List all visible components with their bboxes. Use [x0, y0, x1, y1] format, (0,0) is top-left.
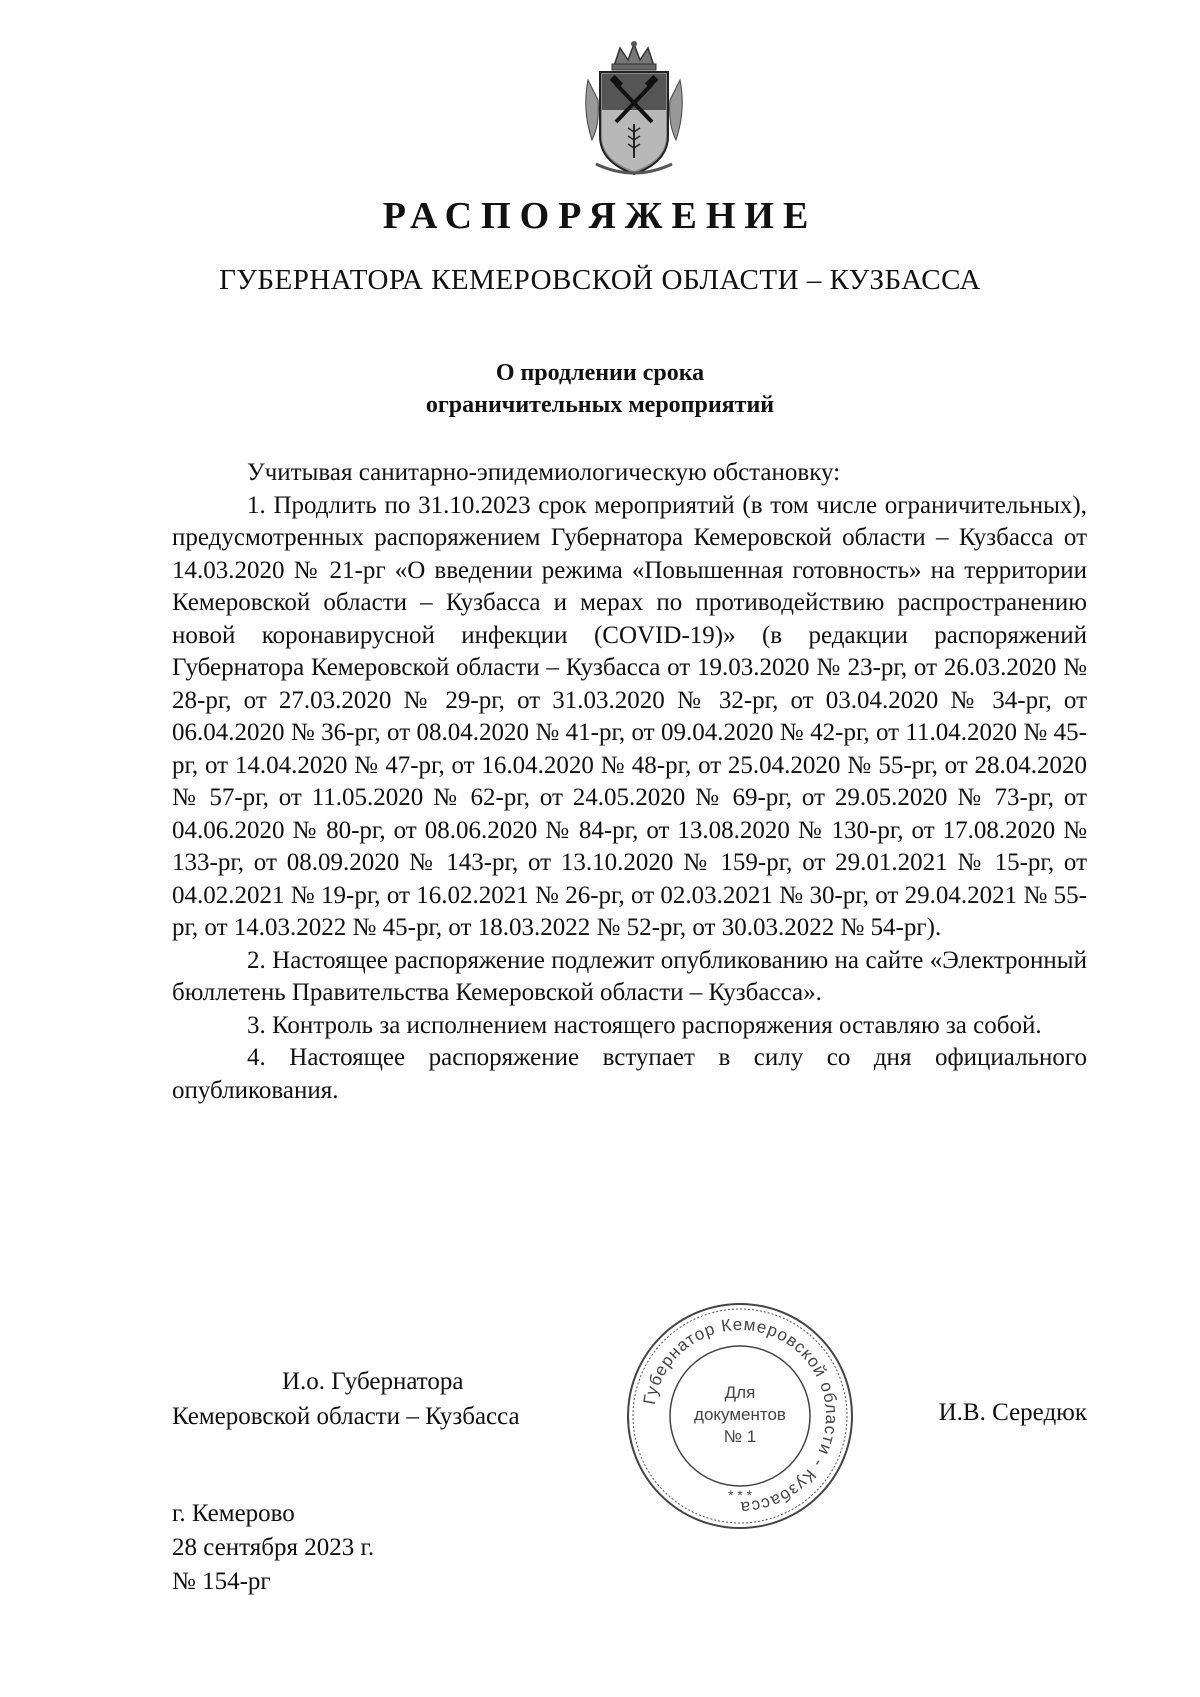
- document-subject: [0, 357, 1200, 421]
- document-title: РАСПОРЯЖЕНИЕ: [382, 195, 818, 237]
- item-2-paragraph: 2. Настоящее распоряжение подлежит опубликованию на сайте «Электронный бюллетень Правительства Кемеровской области – Кузбасса».: [172, 946, 1087, 1006]
- document-footer: [172, 1497, 374, 1599]
- seal-center-line-1: Для: [724, 1383, 756, 1402]
- footer-number: № 154-рг: [172, 1568, 271, 1595]
- seal-ring-text: Губернатор Кемеровской области - Кузбасса: [639, 1314, 842, 1518]
- signatory-position-line-1: И.о. Губернатора: [282, 1368, 464, 1395]
- footer-city: г. Кемерово: [172, 1500, 295, 1527]
- coat-of-arms-emblem: [578, 40, 690, 178]
- document-body: [172, 457, 1087, 1107]
- item-3-paragraph: 3. Контроль за исполнением настоящего распоряжения оставляю за собой.: [247, 1011, 1042, 1039]
- item-1-paragraph: 1. Продлить по 31.10.2023 срок мероприятий (в том числе ограничительных), предусмотренных распоряжением Губернатора Кемеровской области – Кузбасса от 14.03.2020 № 21-рг «О введении режима «Повышенная готовность» на территории Кемеровской области – Кузбасса и мерах по противодействию распространению новой коронавирусной инфекции (COVID-19)» (в редакции распоряжений Губернатора Кемеровской области – Кузбасса от 19.03.2020 № 23-рг, от 26.03.2020 № 28-рг, от 27.03.2020 № 29-рг, от 31.03.2020 № 32-рг, от 03.04.2020 № 34-рг, от 06.04.2020 № 36-рг, от 08.04.2020 № 41-рг, от 09.04.2020 № 42-рг, от 11.04.2020 № 45-рг, от 14.04.2020 № 47-рг, от 16.04.2020 № 48-рг, от 25.04.2020 № 55-рг, от 28.04.2020 № 57-рг, от 11.05.2020 № 62-рг, от 24.05.2020 № 69-рг, от 29.05.2020 № 73-рг, от 04.06.2020 № 80-рг, от 08.06.2020 № 84-рг, от 13.08.2020 № 130-рг, от 17.08.2020 № 133-рг, от 08.09.2020 № 143-рг, от 13.10.2020 № 159-рг, от 29.01.2021 № 15-рг, от 04.02.2021 № 19-рг, от 16.02.2021 № 26-рг, от 02.03.2021 № 30-рг, от 29.04.2021 № 55-рг, от 14.03.2022 № 45-рг, от 18.03.2022 № 52-рг, от 30.03.2022 № 54-рг).: [172, 491, 1087, 941]
- subject-line-1: О продлении срока: [495, 360, 705, 386]
- official-seal-stamp: [622, 1298, 858, 1534]
- subject-line-2: ограничительных мероприятий: [425, 392, 775, 418]
- seal-stars: * * *: [727, 1487, 753, 1503]
- seal-center-line-3: № 1: [723, 1427, 757, 1446]
- signatory-position: [172, 1364, 520, 1434]
- preamble-paragraph: Учитывая санитарно-эпидемиологическую обстановку:: [247, 459, 841, 486]
- signatory-position-line-2: Кемеровской области – Кузбасса: [172, 1403, 520, 1430]
- document-issuer: ГУБЕРНАТОРА КЕМЕРОВСКОЙ ОБЛАСТИ – КУЗБАССА: [219, 264, 981, 296]
- item-4-paragraph: 4. Настоящее распоряжение вступает в силу со дня официального опубликования.: [172, 1044, 1087, 1104]
- footer-date: 28 сентября 2023 г.: [172, 1534, 375, 1561]
- seal-center-line-2: документов: [694, 1405, 786, 1424]
- signatory-name: И.В. Середюк: [938, 1399, 1087, 1426]
